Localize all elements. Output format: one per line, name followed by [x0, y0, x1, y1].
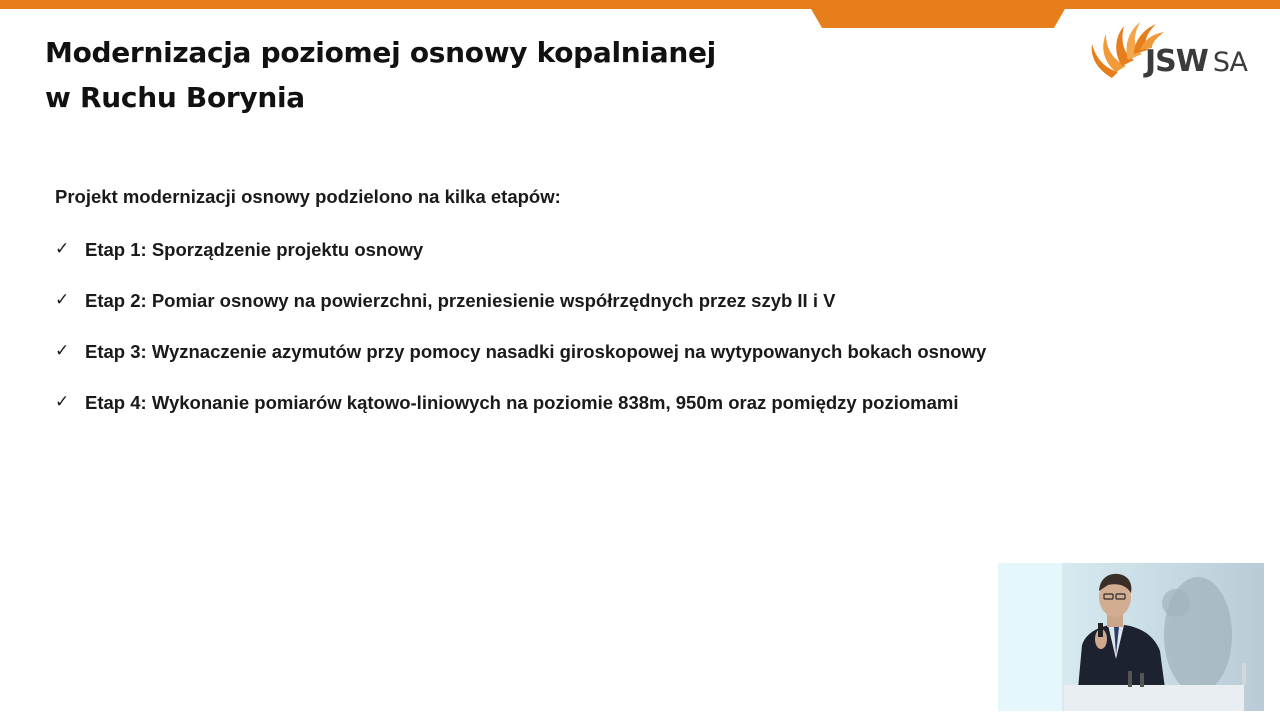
- video-left-panel: [998, 563, 1062, 711]
- logo-brand: JSW: [1145, 44, 1208, 79]
- checkmark-icon: ✓: [55, 290, 70, 310]
- stage-list: [55, 236, 986, 440]
- stage-text: Etap 2: Pomiar osnowy na powierzchni, przeniesienie współrzędnych przez szyb II i V: [85, 290, 836, 311]
- stage-item: [55, 338, 986, 389]
- microphone-icon: [1098, 623, 1103, 637]
- stage-text: Etap 3: Wyznaczenie azymutów przy pomocy nasadki giroskopowej na wytypowanych bokach osnowy: [85, 341, 987, 362]
- checkmark-icon: ✓: [55, 341, 70, 361]
- stage-item: [55, 287, 986, 338]
- podium: [1064, 685, 1244, 711]
- checkmark-icon: ✓: [55, 392, 70, 412]
- company-logo-text: [1145, 44, 1247, 79]
- slide-title-line-2: w Ruchu Borynia: [45, 81, 305, 114]
- stage-text: Etap 4: Wykonanie pomiarów kątowo-liniowych na poziomie 838m, 950m oraz pomiędzy poziomami: [85, 392, 959, 413]
- intro-text: Projekt modernizacji osnowy podzielono na kilka etapów:: [55, 186, 561, 207]
- checkmark-icon: ✓: [55, 239, 70, 259]
- top-accent-band: [0, 0, 1280, 9]
- stage-item: [55, 236, 986, 287]
- stage-text: Etap 1: Sporządzenie projektu osnowy: [85, 239, 424, 260]
- slide-title-line-1: Modernizacja poziomej osnowy kopalnianej: [45, 36, 716, 69]
- top-accent-tab: [806, 0, 1070, 28]
- presenter-video-overlay: [998, 563, 1264, 711]
- slide-title: [45, 30, 805, 120]
- logo-suffix: SA: [1212, 47, 1247, 78]
- stage-item: [55, 389, 986, 440]
